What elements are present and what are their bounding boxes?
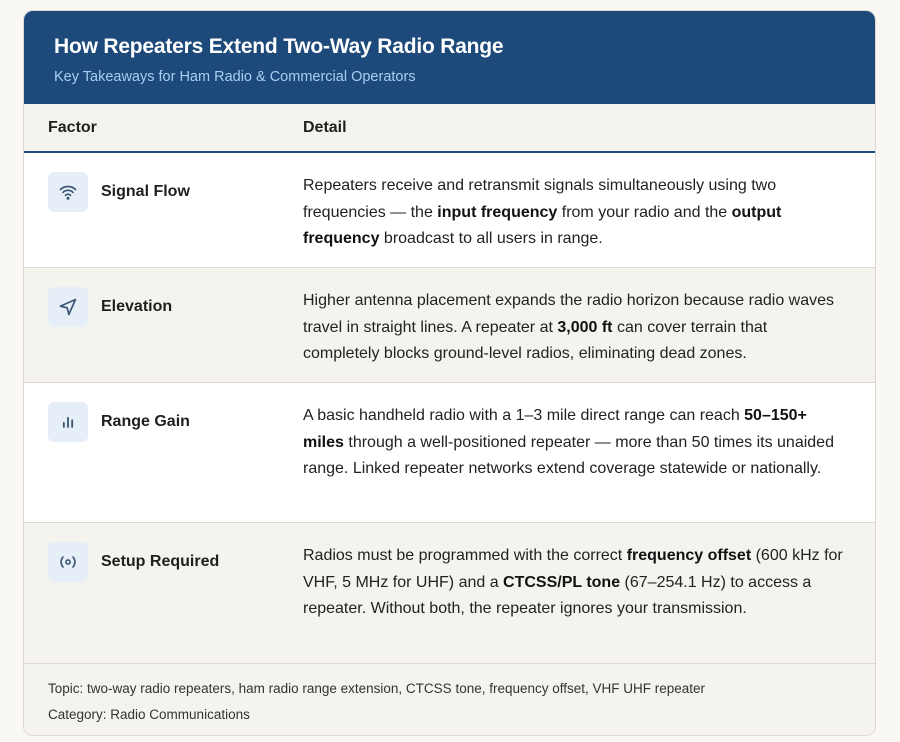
factor-cell [24, 523, 303, 663]
detail-text: Higher antenna placement expands the radio horizon because radio waves travel in straight lines. A repeater at [303, 292, 835, 336]
wifi-icon [48, 172, 88, 212]
footer-category: Category: Radio Communications [48, 707, 250, 722]
detail-text: can cover terrain that completely blocks ground-level radios, eliminating dead zones. [303, 318, 768, 362]
factor-label: Signal Flow [101, 183, 190, 200]
factor-cell [24, 383, 303, 522]
footer-topic: Topic: two-way radio repeaters, ham radio range extension, CTCSS tone, frequency offset, VHF UHF repeater [48, 681, 706, 696]
detail-text: broadcast to all users in range. [379, 230, 603, 247]
takeaways-card [23, 10, 876, 736]
bar-chart-icon [48, 402, 88, 442]
table-header [24, 104, 875, 153]
card-footer [24, 664, 875, 736]
detail-emphasis: 50–150+ miles [303, 407, 807, 451]
card-header [24, 11, 875, 104]
factor-label: Elevation [101, 298, 173, 315]
column-header-factor: Factor [48, 118, 97, 136]
table-row [24, 268, 875, 383]
table-row [24, 523, 875, 664]
detail-text: A basic handheld radio with a 1–3 mile direct range can reach [303, 407, 745, 424]
detail-cell [303, 268, 875, 382]
detail-emphasis: frequency offset [626, 547, 752, 564]
factor-cell [24, 153, 303, 267]
detail-text: from your radio and the [557, 203, 732, 221]
detail-emphasis: CTCSS/PL tone [503, 573, 621, 591]
broadcast-icon [48, 542, 88, 582]
detail-text: Radios must be programmed with the correct [303, 547, 627, 564]
navigation-arrow-icon [48, 287, 88, 327]
page-subtitle: Key Takeaways for Ham Radio & Commercial Operators [54, 69, 416, 85]
detail-text: through a well-positioned repeater — more than 50 times its unaided range. Linked repeater networks extend coverage statewide or nationally. [303, 433, 834, 477]
factor-label: Range Gain [101, 413, 190, 430]
factor-label: Setup Required [101, 553, 220, 570]
detail-text: (67–254.1 Hz) to access a repeater. Without both, the repeater ignores your transmission. [303, 573, 812, 617]
detail-text: (600 kHz for VHF, 5 MHz for UHF) and a [303, 547, 843, 591]
table-row [24, 383, 875, 523]
detail-cell [303, 523, 875, 663]
page-title: How Repeaters Extend Two-Way Radio Range [54, 35, 504, 58]
detail-emphasis: input frequency [437, 203, 558, 221]
detail-text: Repeaters receive and retransmit signals simultaneously using two frequencies — the [303, 177, 777, 221]
detail-emphasis: 3,000 ft [557, 318, 613, 336]
column-header-detail: Detail [303, 118, 347, 136]
factor-cell [24, 268, 303, 382]
table-row [24, 153, 875, 268]
detail-cell [303, 383, 875, 522]
detail-cell [303, 153, 875, 267]
detail-emphasis: output frequency [303, 203, 782, 247]
